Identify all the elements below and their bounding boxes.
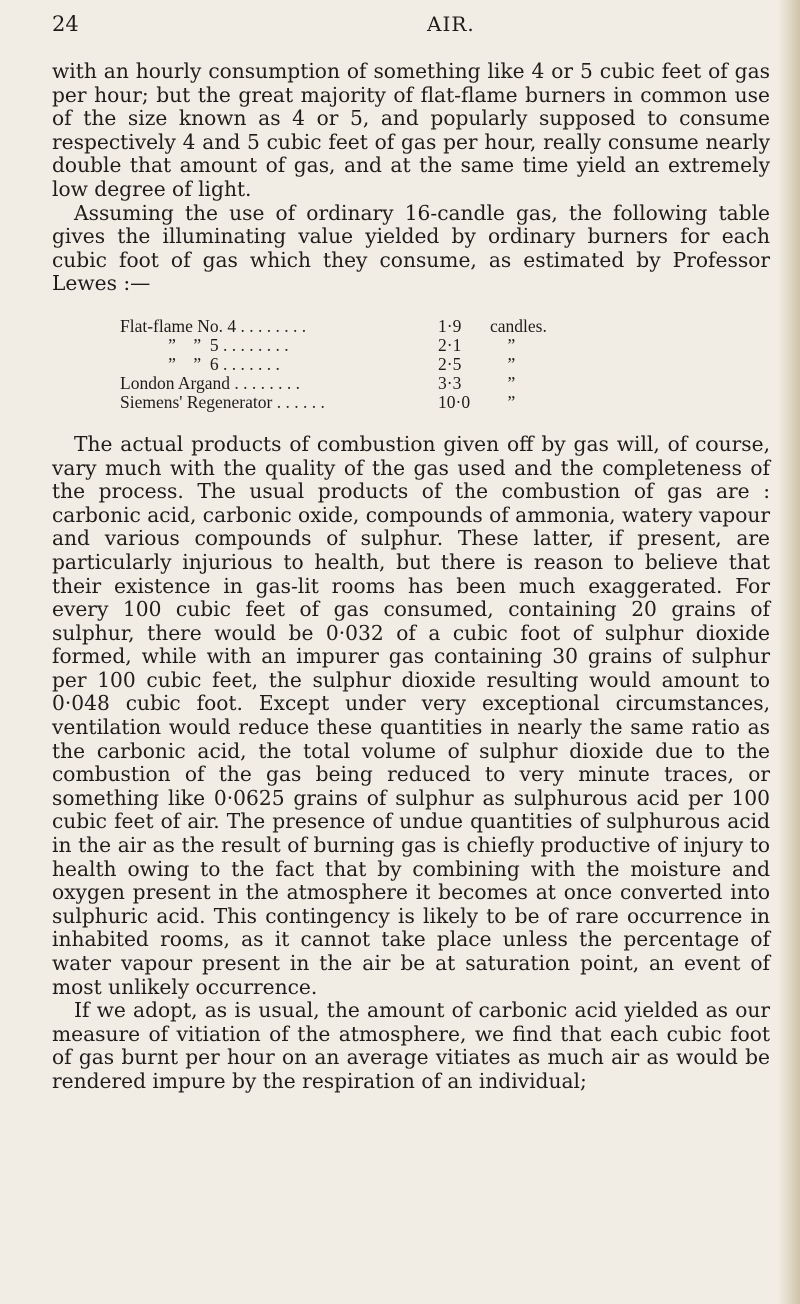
page-edge-shadow [778, 0, 800, 1304]
unit-label: ” [490, 391, 516, 412]
candle-value: 1·9 [438, 315, 462, 336]
dot-leader: . . . . . . . . [230, 373, 301, 393]
table-row [120, 336, 770, 355]
paragraph-1: with an hourly consumption of something like 4 or 5 cubic feet of gas per hour; but the great majority of flat-flame burners in common use of the size known as 4 or 5, and popularly supposed to consume respectively 4 and 5 cubic feet of gas per hour, really consume nearly double that amount of gas, and at the same time yield an extremely low degree of light. [52, 59, 770, 201]
candle-value: 10·0 [438, 391, 471, 412]
dot-leader: . . . . . . . [218, 354, 280, 374]
paragraph-3: The actual products of combustion given off by gas will, of course, vary much with the quality of the gas used and the completeness of the process. The usual products of the combustion of gas are : carbonic acid, carbonic oxide, compounds of ammonia, watery vapour and various compounds of sulphur. These latter, if present, are particularly injurious to health, but there is reason to believe that their existence in gas-lit rooms has been much exaggerated. For every 100 cubic feet of gas consumed, containing 20 grains of sulphur, there would be 0·032 of a cubic foot of sulphur dioxide formed, while with an impurer gas containing 30 grains of sulphur per 100 cubic feet, the sulphur dioxide resulting would amount to 0·048 cubic foot. Except under very exceptional circumstances, ventilation would reduce these quantities in nearly the same ratio as the carbonic acid, the total volume of sulphur dioxide due to the combustion of the gas being reduced to very minute traces, or something like 0·0625 grains of sulphur as sulphurous acid per 100 cubic feet of air. The presence of undue quantities of sulphurous acid in the air as the result of burning gas is chiefly productive of injury to health owing to the fact that by combining with the moisture and oxygen present in the atmosphere it becomes at once converted into sulphuric acid. This contingency is likely to be of rare occurrence in inhabited rooms, as it cannot take place unless the percentage of water vapour present in the air be at saturation point, an event of most unlikely occurrence. [52, 431, 770, 999]
unit-label: ” [490, 334, 516, 355]
candle-value: 2·1 [438, 334, 462, 355]
table-row [120, 374, 770, 393]
page-body [52, 60, 770, 1094]
burner-table [120, 317, 770, 412]
burner-name: ” ” 5 [120, 335, 219, 355]
candle-value: 2·5 [438, 353, 462, 374]
table-row [120, 355, 770, 374]
burner-name: Flat-flame No. 4 [120, 316, 237, 336]
paragraph-4: If we adopt, as is usual, the amount of carbonic acid yielded as our measure of vitiation of the atmosphere, we find that each cubic foot of gas burnt per hour on an average vitiates as much air as would be rendered impure by the respiration of an individual; [52, 998, 770, 1093]
burner-name: London Argand [120, 373, 231, 393]
unit-label: candles. [490, 315, 547, 336]
dot-leader: . . . . . . . . [218, 335, 289, 355]
dot-leader: . . . . . . [272, 392, 325, 412]
burner-name: ” ” 6 [120, 354, 219, 374]
table-row [120, 393, 770, 412]
unit-label: ” [490, 372, 516, 393]
burner-name: Siemens' Regenerator [120, 392, 273, 412]
paragraph-2: Assuming the use of ordinary 16-candle gas, the following table gives the illuminating value yielded by ordinary burners for each cubic foot of gas which they consume, as estimated by Professor Lewes :— [52, 200, 770, 296]
running-title: AIR. [427, 12, 475, 36]
dot-leader: . . . . . . . . [236, 316, 307, 336]
unit-label: ” [490, 353, 516, 374]
page-number: 24 [52, 12, 79, 36]
table-row [120, 317, 770, 336]
page-header [52, 12, 760, 44]
candle-value: 3·3 [438, 372, 462, 393]
